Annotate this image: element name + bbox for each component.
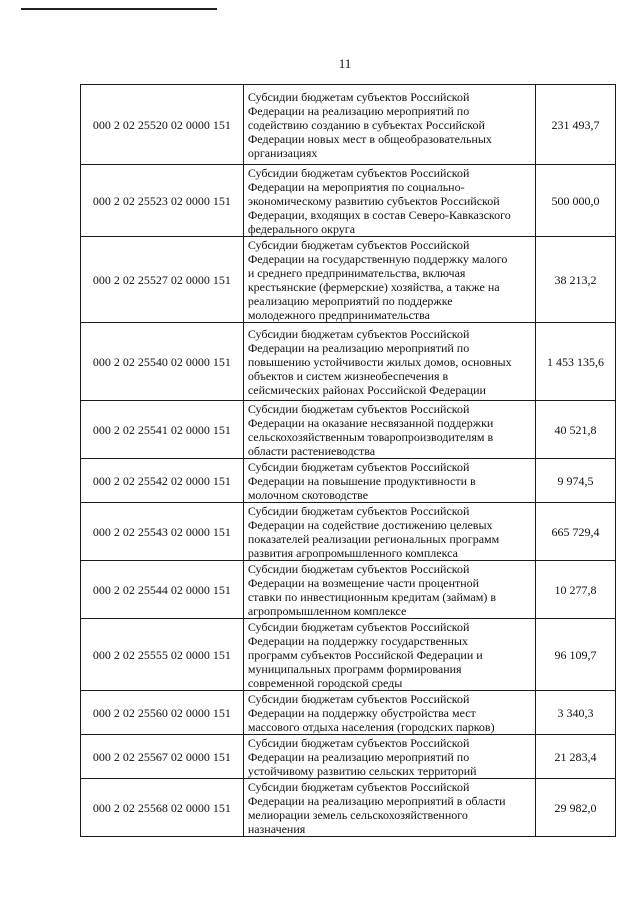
description-cell [243,323,535,401]
description-line: Субсидии бюджетам субъектов Российской [247,401,470,416]
budget-code-cell: 000 2 02 25568 02 0000 151 [81,779,244,837]
budget-code-cell: 000 2 02 25540 02 0000 151 [81,323,244,401]
description-cell [243,691,535,735]
description-line: Субсидии бюджетам субъектов Российской [247,619,470,634]
table-row [81,779,616,837]
description-line: Федерации на возмещение части процентной [247,575,480,590]
description-line: развития агропромышленного комплекса [247,545,458,560]
table-row [81,503,616,561]
budget-code-cell: 000 2 02 25523 02 0000 151 [81,165,244,237]
description-cell [243,503,535,561]
amount-cell: 9 974,5 [536,459,616,503]
description-cell [243,85,535,165]
description-line: области растениеводства [247,443,376,458]
description-line: массового отдыха населения (городских парков) [247,719,495,734]
description-line: Субсидии бюджетам субъектов Российской [247,561,470,576]
table-row [81,237,616,323]
description-cell [243,619,535,691]
budget-code-cell: 000 2 02 25544 02 0000 151 [81,561,244,619]
description-cell [243,237,535,323]
description-line: молочном скотоводстве [247,487,369,502]
description-line: крестьянские (фермерские) хозяйства, а также на [247,279,500,294]
description-line: Федерации на оказание несвязанной поддержки [247,415,494,430]
description-line: назначения [247,821,306,836]
table-row [81,691,616,735]
amount-cell: 40 521,8 [536,401,616,459]
description-line: Субсидии бюджетам субъектов Российской [247,89,470,104]
budget-code-cell: 000 2 02 25527 02 0000 151 [81,237,244,323]
description-cell [243,165,535,237]
top-rule [21,8,217,10]
amount-cell: 10 277,8 [536,561,616,619]
description-line: Субсидии бюджетам субъектов Российской [247,165,470,180]
description-line: федерального округа [247,221,356,236]
budget-code-cell: 000 2 02 25560 02 0000 151 [81,691,244,735]
table-row [81,85,616,165]
description-line: Федерации на повышение продуктивности в [247,473,476,488]
description-line: современной городской среды [247,675,403,690]
table-row [81,735,616,779]
amount-cell: 29 982,0 [536,779,616,837]
description-line: объектов и систем жизнеобеспечения в [247,368,449,383]
table-row [81,561,616,619]
description-line: устойчивому развитию сельских территорий [247,763,477,778]
description-line: муниципальных программ формирования [247,661,462,676]
amount-cell: 500 000,0 [536,165,616,237]
description-line: содействию созданию в субъектах Российской [247,117,485,132]
table-row [81,459,616,503]
description-line: организациях [247,145,318,160]
budget-table [80,84,616,837]
description-line: Федерации на поддержку обустройства мест [247,705,476,720]
description-line: Субсидии бюджетам субъектов Российской [247,691,470,706]
amount-cell: 96 109,7 [536,619,616,691]
table-row [81,401,616,459]
description-line: Федерации на поддержку государственных [247,633,468,648]
description-cell [243,459,535,503]
budget-code-cell: 000 2 02 25542 02 0000 151 [81,459,244,503]
description-line: Федерации на мероприятия по социально- [247,179,465,194]
table-body [81,85,616,837]
description-cell [243,735,535,779]
description-line: Субсидии бюджетам субъектов Российской [247,779,470,794]
description-cell [243,779,535,837]
description-line: Федерации на реализацию мероприятий по [247,103,470,118]
description-line: Субсидии бюджетам субъектов Российской [247,735,470,750]
table-row [81,619,616,691]
description-line: и среднего предпринимательства, включая [247,265,466,280]
description-line: сейсмических районах Российской Федерации [247,382,486,397]
description-line: экономическому развитию субъектов Российской [247,193,500,208]
description-line: показателей реализации региональных программ [247,531,500,546]
amount-cell: 3 340,3 [536,691,616,735]
description-line: молодежного предпринимательства [247,307,431,322]
description-line: сельскохозяйственным товаропроизводителям в [247,429,494,444]
table-row [81,165,616,237]
amount-cell: 21 283,4 [536,735,616,779]
description-line: Федерации на содействие достижению целевых [247,517,493,532]
amount-cell: 1 453 135,6 [536,323,616,401]
description-line: ставки по инвестиционным кредитам (займам) в [247,589,497,604]
description-cell [243,401,535,459]
description-line: Субсидии бюджетам субъектов Российской [247,459,470,474]
description-line: Субсидии бюджетам субъектов Российской [247,503,470,518]
description-line: агропромышленном комплексе [247,603,407,618]
amount-cell: 38 213,2 [536,237,616,323]
budget-code-cell: 000 2 02 25541 02 0000 151 [81,401,244,459]
amount-cell: 665 729,4 [536,503,616,561]
description-line: Федерации на реализацию мероприятий в области [247,793,506,808]
budget-code-cell: 000 2 02 25555 02 0000 151 [81,619,244,691]
description-line: повышению устойчивости жилых домов, основных [247,354,512,369]
description-cell [243,561,535,619]
budget-code-cell: 000 2 02 25520 02 0000 151 [81,85,244,165]
description-line: Федерации, входящих в состав Северо-Кавказского [247,207,511,222]
table-row [81,323,616,401]
description-line: Субсидии бюджетам субъектов Российской [247,326,470,341]
page-number: 11 [338,56,352,71]
description-line: программ субъектов Российской Федерации и [247,647,483,662]
description-line: Федерации на реализацию мероприятий по [247,340,470,355]
amount-cell: 231 493,7 [536,85,616,165]
description-line: реализацию мероприятий по поддержке [247,293,453,308]
description-line: Субсидии бюджетам субъектов Российской [247,237,470,252]
description-line: Федерации новых мест в общеобразовательных [247,131,492,146]
description-line: Федерации на реализацию мероприятий по [247,749,470,764]
description-line: Федерации на государственную поддержку малого [247,251,508,266]
description-line: мелиорации земель сельскохозяйственного [247,807,468,822]
budget-code-cell: 000 2 02 25543 02 0000 151 [81,503,244,561]
budget-code-cell: 000 2 02 25567 02 0000 151 [81,735,244,779]
